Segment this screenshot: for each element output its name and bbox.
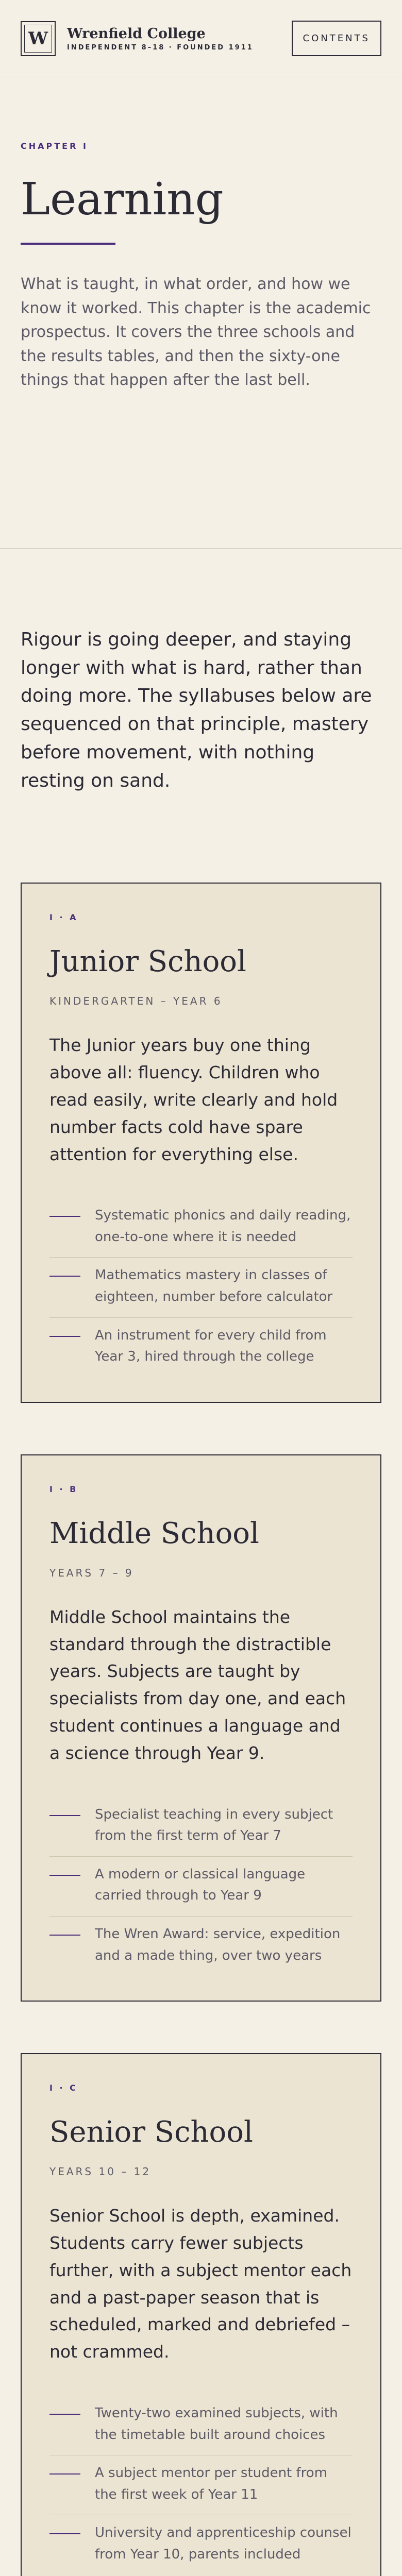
college-crest-logo xyxy=(21,21,56,56)
school-number: I · B xyxy=(49,1484,78,1494)
school-number: I · A xyxy=(49,912,78,923)
dash-icon xyxy=(49,1216,80,1217)
title-rule xyxy=(21,243,115,245)
list-item: An instrument for every child from Year 3, hired through the college xyxy=(49,1318,353,1377)
school-points xyxy=(49,2396,353,2575)
school-years: YEARS 7 – 9 xyxy=(49,1566,134,1579)
school-card-senior xyxy=(21,2053,381,2576)
list-item: Mathematics mastery in classes of eighteen, number before calculator xyxy=(49,1258,353,1317)
list-item: The Wren Award: service, expedition and a made thing, over two years xyxy=(49,1917,353,1976)
intro-text: Rigour is going deeper, and staying longer with what is hard, rather than doing more. The syllabuses below are sequenced on that principle, mastery before movement, with nothing resting on sand. xyxy=(21,629,372,791)
chapter-hero xyxy=(0,77,402,549)
dash-icon xyxy=(49,1935,80,1936)
school-name: Senior School xyxy=(49,2115,253,2149)
dash-icon xyxy=(49,1815,80,1816)
dash-icon xyxy=(49,1276,80,1277)
list-item: Twenty-two examined subjects, with the timetable built around choices xyxy=(49,2396,353,2455)
school-lead: Middle School maintains the standard through the distractible years. Subjects are taught by specialists from day one, and each student continues a language and a science through Year 9. xyxy=(49,1606,346,1763)
chapter-eyebrow: CHAPTER I xyxy=(21,141,88,151)
list-item: A subject mentor per student from the first week of Year 11 xyxy=(49,2455,353,2515)
site-header xyxy=(0,0,402,77)
school-years: KINDERGARTEN – YEAR 6 xyxy=(49,995,223,1008)
list-item: University and apprenticeship counsel from Year 10, parents included xyxy=(49,2515,353,2574)
school-years: YEARS 10 – 12 xyxy=(49,2165,152,2178)
chapter-title: Learning xyxy=(21,174,224,225)
dash-icon xyxy=(49,1875,80,1876)
list-item: Specialist teaching in every subject from the first term of Year 7 xyxy=(49,1797,353,1857)
school-lead: Senior School is depth, examined. Students carry fewer subjects further, with a subject mentor each and a past-paper season that is scheduled, marked and debriefed – not crammed. xyxy=(49,2206,352,2362)
school-points xyxy=(49,1797,353,1976)
crest-letter: W xyxy=(28,28,48,49)
school-card-middle xyxy=(21,1454,381,2002)
dash-icon xyxy=(49,1336,80,1337)
intro-section xyxy=(0,549,402,795)
dash-icon xyxy=(49,2533,80,2534)
college-tagline: INDEPENDENT 8–18 · FOUNDED 1911 xyxy=(67,43,254,52)
list-item: A modern or classical language carried through to Year 9 xyxy=(49,1857,353,1917)
college-name: Wrenfield College xyxy=(67,25,206,42)
chapter-summary: What is taught, in what order, and how we know it worked. This chapter is the academic prospectus. It covers the three schools and the results tables, and then the sixty-one things that happen after the last bell. xyxy=(21,275,371,389)
school-name: Middle School xyxy=(49,1516,259,1550)
school-lead: The Junior years buy one thing above all: fluency. Children who read easily, write clearly and hold number facts cold have spare attention for everything else. xyxy=(49,1035,338,1164)
school-points xyxy=(49,1198,353,1377)
school-number: I · C xyxy=(49,2083,78,2093)
brand[interactable] xyxy=(21,21,254,56)
school-card-junior xyxy=(21,883,381,1403)
list-item: Systematic phonics and daily reading, one-to-one where it is needed xyxy=(49,1198,353,1258)
dash-icon xyxy=(49,2473,80,2475)
dash-icon xyxy=(49,2414,80,2415)
school-name: Junior School xyxy=(49,945,246,979)
contents-button[interactable]: CONTENTS xyxy=(292,21,381,56)
